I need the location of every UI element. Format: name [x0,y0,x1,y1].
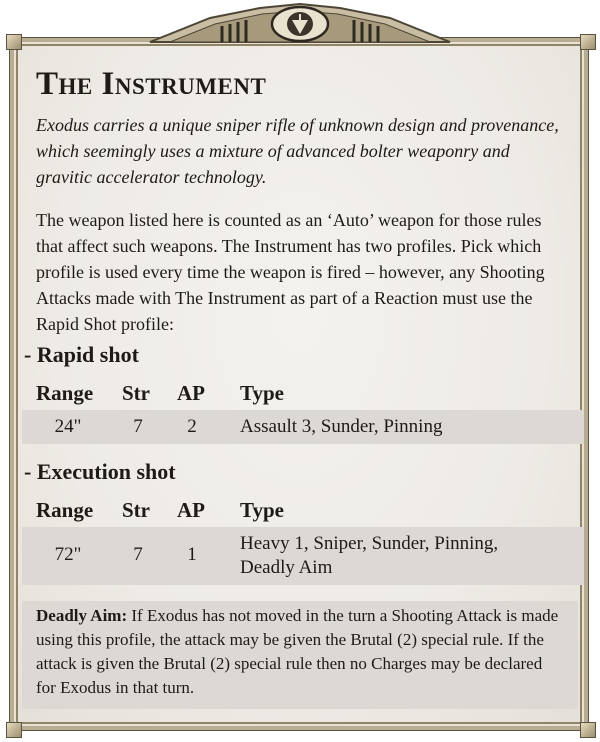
ap-value: 2 [187,416,197,437]
column-header-range: Range [36,381,94,405]
type-value: Heavy 1, Sniper, Sunder, Pinning, [240,533,499,554]
corner-ornament [6,722,22,738]
column-header-str: Str [122,498,150,522]
intro-text: Exodus carries a unique sniper rifle of unknown design and provenance, which seemingly uses a mixture of advanced bolter weaponry and gravitic accelerator technology. [36,115,559,187]
column-header-ap: AP [177,498,205,522]
profile-title-rapid-shot: - Rapid shot [24,342,139,367]
range-value: 24" [54,416,82,437]
column-header-ap: AP [177,381,205,405]
type-value-continued: Deadly Aim [240,557,333,578]
type-value: Assault 3, Sunder, Pinning [240,416,443,437]
special-rule-name: Deadly Aim: [36,606,128,625]
column-header-str: Str [122,381,150,405]
special-rule-text [36,604,566,700]
special-rule-description: If Exodus has not moved in the turn a Shooting Attack is made using this profile, the attack may be given the Brutal (2) special rule. If the attack is given the Brutal (2) special rule then no Charges may be declared for Exodus in that turn. [36,606,559,697]
range-value: 72" [54,544,82,565]
corner-ornament [580,722,596,738]
page-title: The Instrument [36,66,267,102]
column-header-type: Type [240,381,284,405]
column-header-range: Range [36,498,94,522]
str-value: 7 [133,544,143,565]
str-value: 7 [133,416,143,437]
ap-value: 1 [187,544,197,565]
description-text: The weapon listed here is counted as an ‘Auto’ weapon for those rules that affect such weapons. The Instrument has two profiles. Pick which profile is used every time the weapon is fired – however, any Shooting Attacks made with The Instrument as part of a Reaction must use the Rapid Shot profile: [36,210,545,334]
eye-crest-icon [0,0,600,60]
profile-title-execution-shot: - Execution shot [24,459,176,484]
column-header-type: Type [240,498,284,522]
